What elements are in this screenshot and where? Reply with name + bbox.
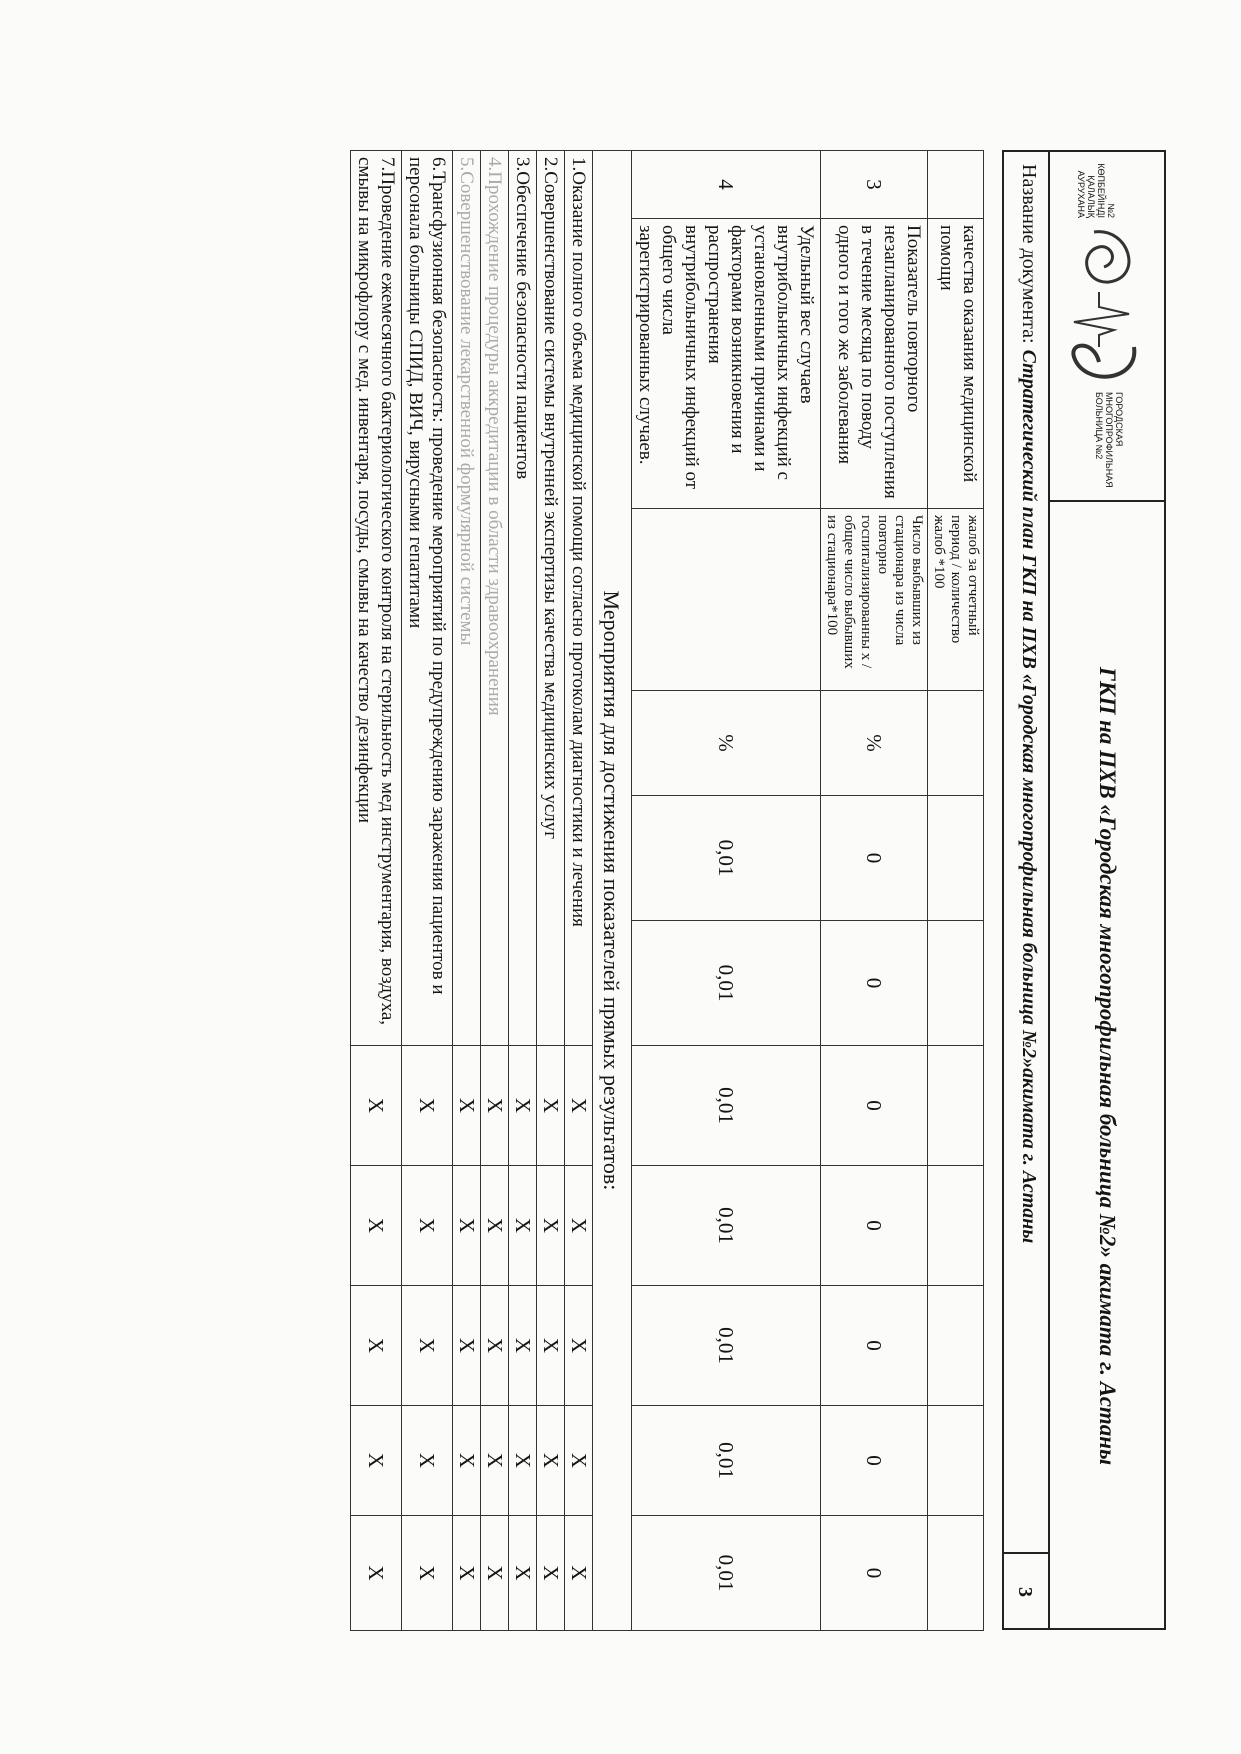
- indicator-name: Удельный вес случаев внутрибольничных инфекций с установленными причинами и факторами возникновения и распространения внутрибольничных инфекций от общего числа зарегистрированных случаев.: [632, 219, 821, 509]
- indicator-value: [928, 1286, 984, 1406]
- measure-mark: X: [351, 1406, 402, 1516]
- measure-mark: X: [565, 1516, 593, 1631]
- measure-mark: X: [453, 1406, 481, 1516]
- measure-mark: X: [351, 1046, 402, 1166]
- indicator-formula: жалоб за отчетный период / количество жалоб *100: [928, 509, 984, 691]
- indicator-value: 0,01: [632, 921, 821, 1046]
- indicator-row: [928, 151, 984, 1631]
- indicator-value: [928, 1516, 984, 1631]
- logo-text-line: ҚАЛАЛЫҚ: [1086, 175, 1096, 218]
- indicator-value: 0: [821, 1516, 928, 1631]
- measure-mark: X: [537, 1046, 565, 1166]
- measure-mark: X: [481, 1046, 509, 1166]
- indicator-value: 0: [821, 921, 928, 1046]
- measure-mark: X: [453, 1166, 481, 1286]
- page-number: 3: [1002, 1552, 1048, 1630]
- indicator-value: 0,01: [632, 796, 821, 921]
- logo-text-line: №2 КӨПБЕЙІНДІ: [1096, 163, 1116, 218]
- logo-russian-text: [1094, 392, 1124, 502]
- measure-mark: X: [453, 1046, 481, 1166]
- measure-mark: X: [402, 1406, 453, 1516]
- measure-mark: X: [402, 1516, 453, 1631]
- measure-mark: X: [537, 1406, 565, 1516]
- indicator-value: [928, 1406, 984, 1516]
- indicator-value: 0,01: [632, 1516, 821, 1631]
- measure-mark: X: [537, 1166, 565, 1286]
- indicator-value: [928, 796, 984, 921]
- measure-mark: X: [453, 1286, 481, 1406]
- indicator-row: [821, 151, 928, 1631]
- indicator-value: [928, 1166, 984, 1286]
- logo-emblem-icon: [1059, 222, 1154, 392]
- measure-mark: X: [509, 1166, 537, 1286]
- measure-text: 5.Совершенствование лекарственной формулярной системы: [453, 151, 481, 1046]
- indicator-name: качества оказания медицинской помощи: [928, 219, 984, 509]
- measure-mark: X: [481, 1516, 509, 1631]
- measure-mark: X: [481, 1286, 509, 1406]
- document-header: [1002, 150, 1166, 1630]
- measure-row: [565, 151, 593, 1631]
- indicator-value: 0: [821, 796, 928, 921]
- document-name-line: [1002, 152, 1050, 1630]
- document-name-label: Название документа:: [1018, 164, 1040, 344]
- measure-mark: X: [509, 1516, 537, 1631]
- indicator-value: [928, 921, 984, 1046]
- logo-text-line: АУРУХАНА: [1076, 170, 1086, 218]
- hospital-logo: [1050, 152, 1164, 502]
- indicator-number: [928, 151, 984, 219]
- measure-mark: X: [509, 1046, 537, 1166]
- measure-mark: X: [565, 1406, 593, 1516]
- measure-mark: X: [537, 1286, 565, 1406]
- document-name: Стратегический план ГКП на ПХВ «Городская многопрофильная больница №2»акимата г. Астаны: [1018, 349, 1040, 1244]
- indicator-number: 4: [632, 151, 821, 219]
- indicator-value: [928, 1046, 984, 1166]
- logo-kazakh-text: [1076, 160, 1116, 218]
- measure-mark: X: [509, 1406, 537, 1516]
- measure-mark: X: [537, 1516, 565, 1631]
- measure-text: 6.Трансфузионная безопасность: проведение мероприятий по предупреждению заражения пациентов и персонала больницы СПИД, ВИЧ, вирусными гепатитами: [402, 151, 453, 1046]
- measure-mark: X: [509, 1286, 537, 1406]
- indicator-value: 0,01: [632, 1046, 821, 1166]
- measure-mark: X: [402, 1046, 453, 1166]
- measure-mark: X: [565, 1286, 593, 1406]
- indicator-row: [632, 151, 821, 1631]
- organization-title: ГКП на ПХВ «Городская многопрофильная больница №2» акимата г. Астаны: [1095, 666, 1120, 1466]
- indicator-unit: %: [632, 691, 821, 796]
- measure-mark: X: [481, 1166, 509, 1286]
- indicator-value: 0: [821, 1406, 928, 1516]
- logo-text-line: МНОГОПРОФИЛЬНАЯ: [1104, 392, 1114, 488]
- measure-row: [537, 151, 565, 1631]
- measure-mark: X: [402, 1166, 453, 1286]
- indicator-formula: Число выбывших из стационара из числа повторно госпитализированны х / общее число выбывших из стационара*100: [821, 509, 928, 691]
- measure-row: [509, 151, 537, 1631]
- section-row: [593, 151, 632, 1631]
- indicator-formula: [632, 509, 821, 691]
- measure-mark: X: [565, 1166, 593, 1286]
- indicators-table: [350, 150, 984, 1631]
- indicator-value: 0,01: [632, 1166, 821, 1286]
- measure-mark: X: [402, 1286, 453, 1406]
- indicator-value: 0: [821, 1286, 928, 1406]
- measure-text: 3.Обеспечение безопасности пациентов: [509, 151, 537, 1046]
- indicator-name: Показатель повторного незапланированного поступления в течение месяца по поводу одного и того же заболевания: [821, 219, 928, 509]
- document-frame: [86, 150, 1166, 1630]
- indicator-value: 0: [821, 1166, 928, 1286]
- measure-mark: X: [481, 1406, 509, 1516]
- measure-mark: X: [351, 1516, 402, 1631]
- logo-text-line: ГОРОДСКАЯ: [1114, 392, 1124, 447]
- measure-row: [453, 151, 481, 1631]
- indicator-value: 0,01: [632, 1406, 821, 1516]
- measure-text: 4.Прохождение процедуры аккредитации в области здравоохранения: [481, 151, 509, 1046]
- measure-mark: X: [453, 1516, 481, 1631]
- measure-mark: X: [351, 1286, 402, 1406]
- indicator-unit: %: [821, 691, 928, 796]
- measure-text: 1.Оказание полного объема медицинской помощи согласно протоколам диагностики и лечения: [565, 151, 593, 1046]
- indicator-value: 0: [821, 1046, 928, 1166]
- section-title: Мероприятия для достижения показателей прямых результатов:: [593, 151, 632, 1631]
- measure-row: [481, 151, 509, 1631]
- indicator-number: 3: [821, 151, 928, 219]
- measure-text: 2.Совершенствование системы внутренней экспертизы качества медицинских услуг: [537, 151, 565, 1046]
- measure-mark: X: [351, 1166, 402, 1286]
- indicator-unit: [928, 691, 984, 796]
- measure-row: [351, 151, 402, 1631]
- measure-row: [402, 151, 453, 1631]
- measure-text: 7.Проведение ежемесячного бактериологического контроля на стерильность мед инструментария, воздуха, смывы на микрофлору с мед. инвентаря, посуды, смывы на качество дезинфекции: [351, 151, 402, 1046]
- logo-text-line: БОЛЬНИЦА №2: [1094, 392, 1104, 460]
- indicator-value: 0,01: [632, 1286, 821, 1406]
- measure-mark: X: [565, 1046, 593, 1166]
